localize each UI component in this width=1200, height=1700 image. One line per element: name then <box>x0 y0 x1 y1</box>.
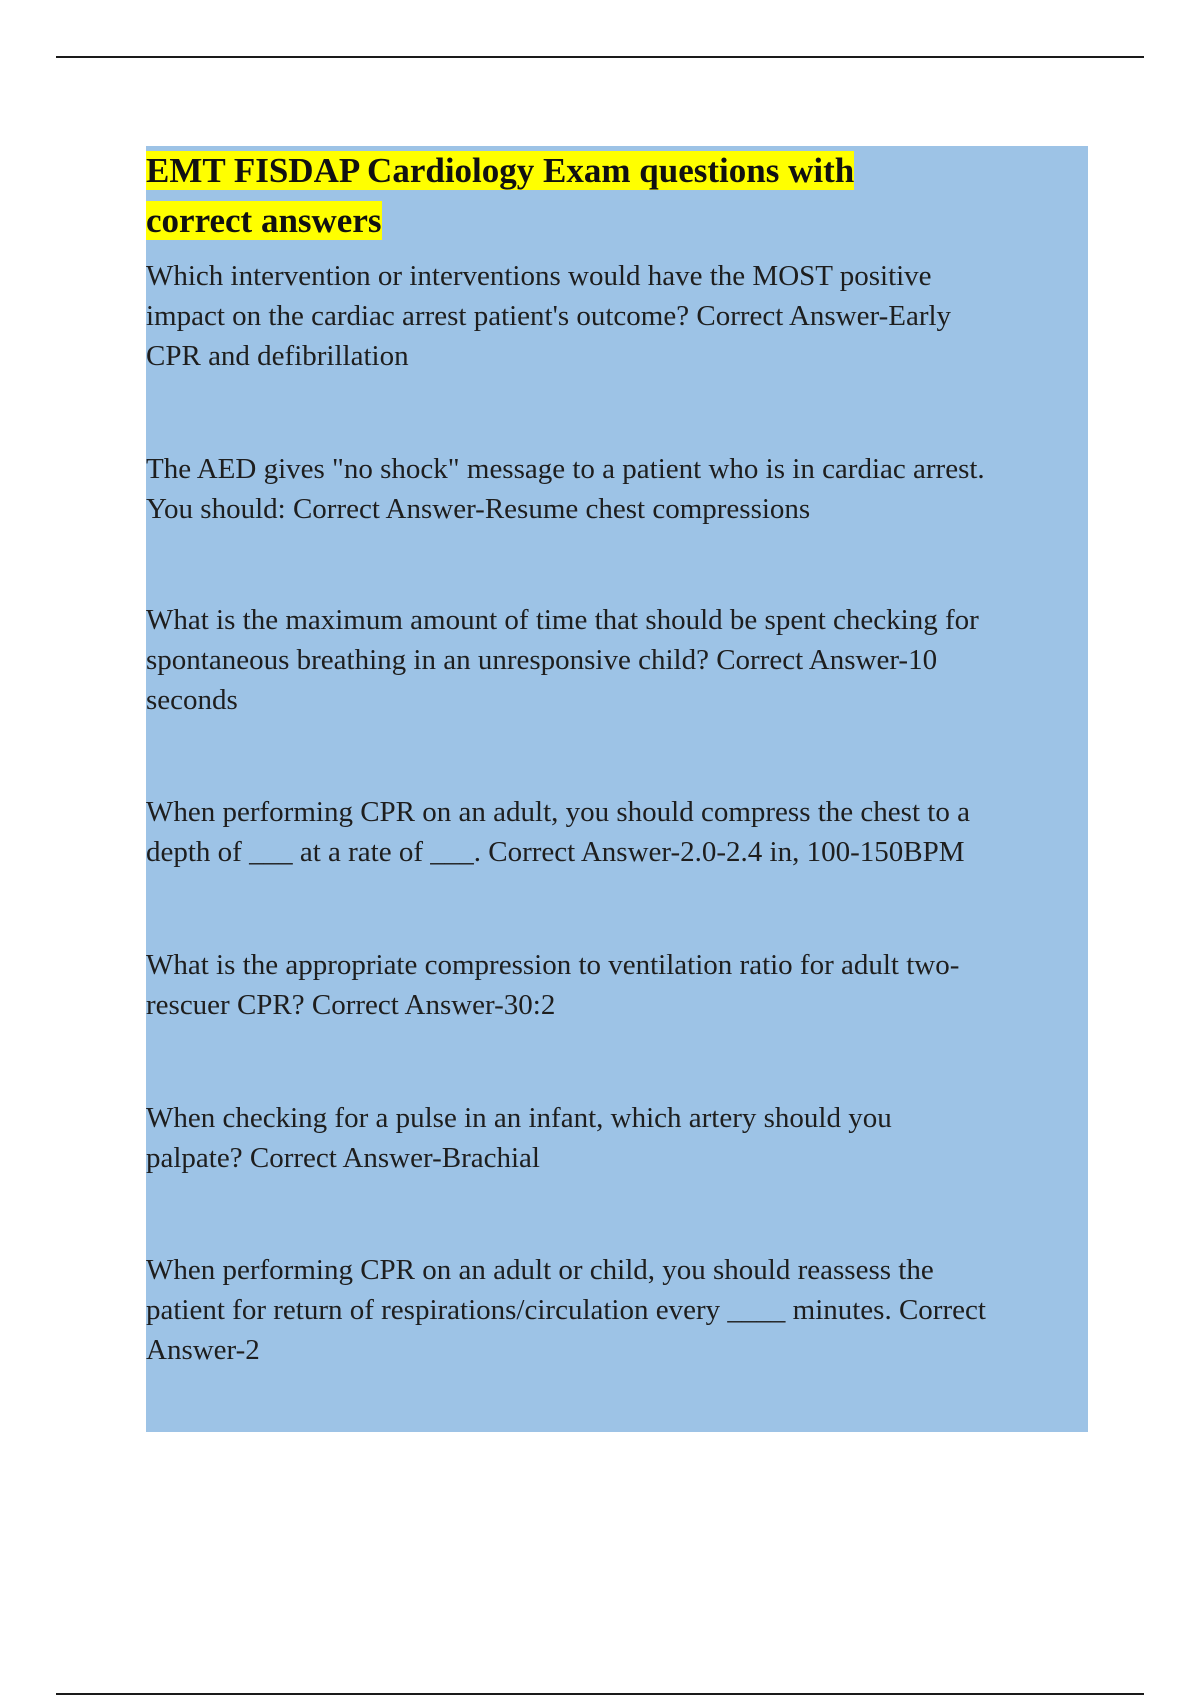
document-title <box>146 146 1088 246</box>
qa-item-2-line-2: You should: Correct Answer-Resume chest compressions <box>146 493 811 525</box>
document-body <box>146 146 1088 1432</box>
qa-item-4 <box>146 792 1088 872</box>
qa-item-1-line-3: CPR and defibrillation <box>146 340 409 372</box>
qa-item-3-line-2: spontaneous breathing in an unresponsive child? Correct Answer-10 <box>146 644 938 676</box>
qa-item-1-line-1: Which intervention or interventions would have the MOST positive <box>146 260 932 292</box>
qa-item-7 <box>146 1250 1088 1370</box>
qa-item-2 <box>146 449 1088 529</box>
top-rule <box>56 56 1144 58</box>
title-line-2: correct answers <box>146 201 382 240</box>
qa-item-5-line-2: rescuer CPR? Correct Answer-30:2 <box>146 989 556 1021</box>
qa-item-4-line-2: depth of ___ at a rate of ___. Correct Answer-2.0-2.4 in, 100-150BPM <box>146 836 965 868</box>
qa-item-2-line-1: The AED gives "no shock" message to a patient who is in cardiac arrest. <box>146 453 985 485</box>
qa-item-5 <box>146 945 1088 1025</box>
qa-item-3-line-1: What is the maximum amount of time that should be spent checking for <box>146 604 979 636</box>
qa-item-5-line-1: What is the appropriate compression to ventilation ratio for adult two- <box>146 949 960 981</box>
qa-item-7-line-1: When performing CPR on an adult or child, you should reassess the <box>146 1254 934 1286</box>
qa-item-3 <box>146 600 1088 720</box>
qa-item-1 <box>146 256 1088 376</box>
title-line-1: EMT FISDAP Cardiology Exam questions with <box>146 151 855 190</box>
qa-item-6 <box>146 1098 1088 1178</box>
qa-item-6-line-1: When checking for a pulse in an infant, which artery should you <box>146 1102 892 1134</box>
qa-item-7-line-2: patient for return of respirations/circulation every ____ minutes. Correct <box>146 1294 986 1326</box>
qa-item-7-line-3: Answer-2 <box>146 1334 260 1366</box>
qa-item-1-line-2: impact on the cardiac arrest patient's outcome? Correct Answer-Early <box>146 300 952 332</box>
bottom-rule <box>56 1693 1144 1695</box>
qa-item-4-line-1: When performing CPR on an adult, you should compress the chest to a <box>146 796 970 828</box>
qa-item-3-line-3: seconds <box>146 684 238 716</box>
qa-item-6-line-2: palpate? Correct Answer-Brachial <box>146 1142 540 1174</box>
